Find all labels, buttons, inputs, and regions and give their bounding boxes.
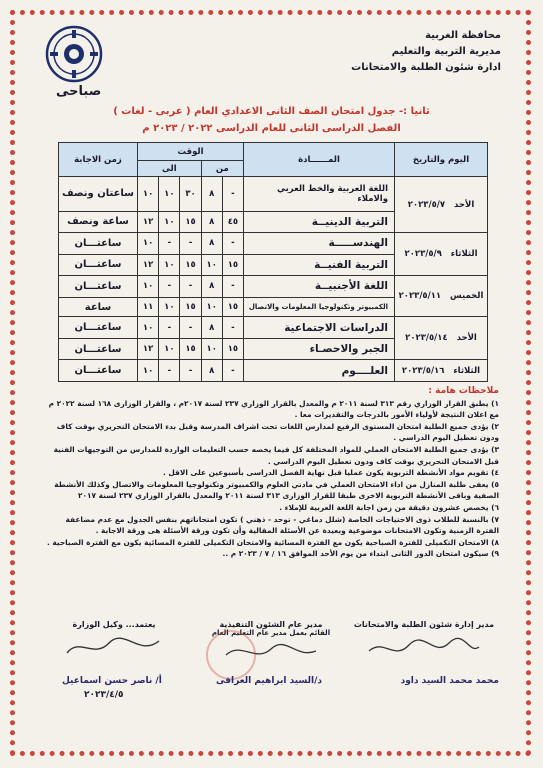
day-name: الأحد xyxy=(456,333,477,344)
duration-cell: ساعة ونصف xyxy=(59,211,138,232)
end-hour-cell: ١٠ xyxy=(138,360,159,382)
signature-right-scribble xyxy=(364,633,484,663)
day-date-cell xyxy=(395,177,488,233)
to-hour-cell: - xyxy=(159,360,180,382)
from-minute-cell: ١٥ xyxy=(222,338,243,359)
schedule-subtitle: الفصل الدراسى الثانى للعام الدراسى ٢٠٢٢ / ٢٠٢٣ م xyxy=(142,123,401,134)
header-subject: المــــــادة xyxy=(244,143,395,177)
exam-date: ٢٠٢٣/٥/٧ xyxy=(407,199,446,210)
day-name: الخميس xyxy=(450,291,484,302)
to-hour-cell: ١٠ xyxy=(159,254,180,275)
to-hour-cell: - xyxy=(159,317,180,338)
to-hour-cell: ١٠ xyxy=(159,338,180,359)
duration-cell: ساعتـــان xyxy=(59,317,138,338)
end-hour-cell: ١٢ xyxy=(138,338,159,359)
to-minute-cell: ١٥ xyxy=(180,254,201,275)
to-minute-cell: ١٥ xyxy=(180,338,201,359)
exam-date: ٢٠٢٣/٥/١١ xyxy=(398,291,442,302)
header-line-governorate: محافظة الغربية xyxy=(425,30,501,41)
duration-cell: ساعتـــان xyxy=(59,360,138,382)
exam-date: ٢٠٢٣/٥/١٦ xyxy=(401,365,445,376)
subject-cell: الكمبيوتر وتكنولوجيا المعلومات والاتصال xyxy=(244,297,395,317)
from-minute-cell: - xyxy=(222,233,243,254)
from-hour-cell: ٨ xyxy=(201,233,222,254)
header-day-date: اليوم والتاريخ xyxy=(395,143,488,177)
notes-title: ملاحظات هامة : xyxy=(428,386,499,396)
to-hour-cell: - xyxy=(159,276,180,297)
duration-cell: ساعتـــان xyxy=(59,233,138,254)
signature-left-date: ٢٠٢٣/٤/٥ xyxy=(84,690,124,700)
signature-middle xyxy=(196,620,346,686)
from-hour-cell: ٨ xyxy=(201,317,222,338)
notes-section xyxy=(44,386,499,560)
subject-cell: الجبر والاحصـاء xyxy=(244,338,395,359)
signature-right-title: مدير إدارة شئون الطلبة والامتحانات xyxy=(353,620,495,629)
from-minute-cell: ١٥ xyxy=(222,254,243,275)
note-item: ٩) سيكون امتحان الدور الثانى ابتداء من يوم الأحد الموافق ١٦ / ٧ / ٢٠٢٣ م .. xyxy=(222,549,499,559)
header-time: الوقت xyxy=(138,143,244,161)
from-minute-cell: ٤٥ xyxy=(222,211,243,232)
signature-left xyxy=(44,620,184,700)
day-date-cell xyxy=(395,276,488,317)
signature-left-name: أ/ ناصر حسن اسماعيل xyxy=(62,676,162,686)
subject-cell: اللغة الأجنبيــة xyxy=(244,276,395,297)
from-hour-cell: ٨ xyxy=(201,177,222,212)
from-minute-cell: - xyxy=(222,360,243,382)
subject-cell: التربية الدينيــة xyxy=(244,211,395,232)
note-item: ٣) يؤدى جميع الطلبة الامتحان العملي للمواد المختلفة كل فيما يخصه حسب التعليمات الواردة للمدارس من التوجيهات الفنية قبل الامتحان التحريري بوقت كاف ودون تعطيل اليوم الدراسي . xyxy=(53,444,499,466)
day-date-cell xyxy=(395,360,488,382)
notes-list xyxy=(44,398,499,560)
from-hour-cell: ٨ xyxy=(201,276,222,297)
duration-cell: ساعتـــان xyxy=(59,254,138,275)
to-hour-cell: ١٠ xyxy=(159,297,180,317)
subject-cell: اللغة العربية والخط العربي والاملاء xyxy=(244,177,395,212)
note-item: ٢) يؤدى جميع الطلبة امتحان المستوى الرفيع لمدارس اللغات تحت اشراف المدرسة وقبل بدء الامتحان التحريري بوقت كاف ودون تعطيل اليوم الدراسي . xyxy=(56,421,499,443)
end-hour-cell: ١٢ xyxy=(138,211,159,232)
to-hour-cell: ١٠ xyxy=(159,211,180,232)
subject-cell: الهندســـــة xyxy=(244,233,395,254)
to-minute-cell: ١٥ xyxy=(180,211,201,232)
table-row xyxy=(59,276,488,297)
table-row xyxy=(59,177,488,212)
to-minute-cell: ٣٠ xyxy=(180,177,201,212)
signature-middle-title: مدير عام الشئون التنفيذية xyxy=(219,620,323,629)
to-minute-cell: - xyxy=(180,360,201,382)
schedule-title: ثانيا :- جدول امتحان الصف الثانى الاعدادي العام ( عربى - لغات ) xyxy=(113,106,430,117)
from-hour-cell: ١٠ xyxy=(201,297,222,317)
from-hour-cell: ٨ xyxy=(201,360,222,382)
from-hour-cell: ١٠ xyxy=(201,338,222,359)
header-from: من xyxy=(201,161,243,177)
note-item: ١) يطبق القرار الوزاري رقم ٣١٣ لسنة ٢٠١١ م والمعدل بالقرار الوزاري ٢٣٧ لسنة ٢٠١٧م ، والقرار الوزارى ١٦٨ لسنة ٢٠٢٢ م مع اعلان النتيجة لأولياء الأمور بالدرجات والتقديرات معا . xyxy=(48,398,499,420)
subject-cell: العلــــوم xyxy=(244,360,395,382)
signature-middle-name: د/السيد ابراهيم العراقى xyxy=(216,676,323,686)
day-name: الثلاثاء xyxy=(453,365,481,376)
exam-date: ٢٠٢٣/٥/٩ xyxy=(404,249,442,260)
note-item: ٤) تقويم مواد الأنشطة التربوية يكون عمليا قبل نهاية الفصل الدراسى بأسبوعين على الاقل . xyxy=(163,468,499,478)
to-hour-cell: ١٠ xyxy=(159,177,180,212)
signature-right xyxy=(349,620,499,686)
official-stamp-icon xyxy=(206,630,256,680)
end-hour-cell: ١٠ xyxy=(138,317,159,338)
end-hour-cell: ١٢ xyxy=(138,254,159,275)
day-name: الأحد xyxy=(453,199,475,210)
from-hour-cell: ١٠ xyxy=(201,254,222,275)
end-hour-cell: ١٠ xyxy=(138,276,159,297)
day-date-cell xyxy=(395,317,488,360)
to-minute-cell: ١٥ xyxy=(180,297,201,317)
from-minute-cell: - xyxy=(222,177,243,212)
duration-cell: ساعتـــان xyxy=(59,276,138,297)
table-row xyxy=(59,360,488,382)
note-item: ٥) يعفى طلبة المنازل من اداء الامتحان العملي في مادتي العلوم والكمبيوتر وتكنولوجيا المعلومات والاتصال وكذلك الأنشطة الصفية وباقى الأنشطة التربوية الاخرى طبقا للقرار الوزارى ٣١٣ لسنة ٢٠١١ والمعدل بالقرار الوزاري ٢٣٧ لسنة ٢٠١٧ xyxy=(54,479,499,501)
session-label: صباحى xyxy=(56,84,102,99)
exam-schedule-table xyxy=(58,142,488,382)
duration-cell: ساعة xyxy=(59,297,138,317)
from-minute-cell: - xyxy=(222,317,243,338)
directorate-header xyxy=(351,28,501,76)
note-item: ٧) بالنسبة للطلاب ذوى الاحتياجات الخاصة (شلل دماغي - توحد - ذهني ) تكون امتحاناتهم بنفس الجدول مع عدم مضاعفة الفترة الزمنية وتكون الامتحانات موضوعية وبعيدة عن الأسئلة المقالية وأن تكون ورقة الأسئلة هى ورقة الاجابة . xyxy=(65,514,499,536)
ministry-logo-icon xyxy=(44,24,104,84)
note-item: ٦) يخصص عشرون دقيقة من زمن اجابة اللغة العربية للإملاء . xyxy=(279,502,499,512)
duration-cell: ساعتان ونصف xyxy=(59,177,138,212)
end-hour-cell: ١٠ xyxy=(138,233,159,254)
subject-cell: الدراسات الاجتماعية xyxy=(244,317,395,338)
header-line-department: ادارة شئون الطلبة والامتحانات xyxy=(351,62,501,73)
from-minute-cell: ١٥ xyxy=(222,297,243,317)
from-minute-cell: - xyxy=(222,276,243,297)
from-hour-cell: ٨ xyxy=(201,211,222,232)
table-row xyxy=(59,233,488,254)
table-row xyxy=(59,317,488,338)
to-minute-cell: - xyxy=(180,233,201,254)
to-minute-cell: - xyxy=(180,317,201,338)
to-minute-cell: - xyxy=(180,276,201,297)
day-date-cell xyxy=(395,233,488,276)
header-duration: زمن الاجابة xyxy=(59,143,138,177)
note-item: ٨) الامتحان التكميلى للفترة الصباحية يكون مع الفترة المسائية والامتحان التكميلى للفترة المسائية يكون مع الفترة الصباحية . xyxy=(46,537,499,547)
exam-date: ٢٠٢٣/٥/١٤ xyxy=(405,333,448,344)
signature-left-scribble xyxy=(59,633,169,663)
header-to: الى xyxy=(138,161,202,177)
end-hour-cell: ١٠ xyxy=(138,177,159,212)
end-hour-cell: ١١ xyxy=(138,297,159,317)
signature-middle-subtitle: القائم بعمل مدير عام التعليم العام xyxy=(211,629,331,637)
day-name: الثلاثاء xyxy=(450,249,478,260)
subject-cell: التربية الفنيــة xyxy=(244,254,395,275)
signature-right-name: محمد محمد السيد داود xyxy=(400,676,499,686)
signature-left-title: يعتمد... وكيل الوزارة xyxy=(72,620,156,629)
duration-cell: ساعتـــان xyxy=(59,338,138,359)
to-hour-cell: - xyxy=(159,233,180,254)
header-line-directorate: مديرية التربية والتعليم xyxy=(391,46,501,57)
